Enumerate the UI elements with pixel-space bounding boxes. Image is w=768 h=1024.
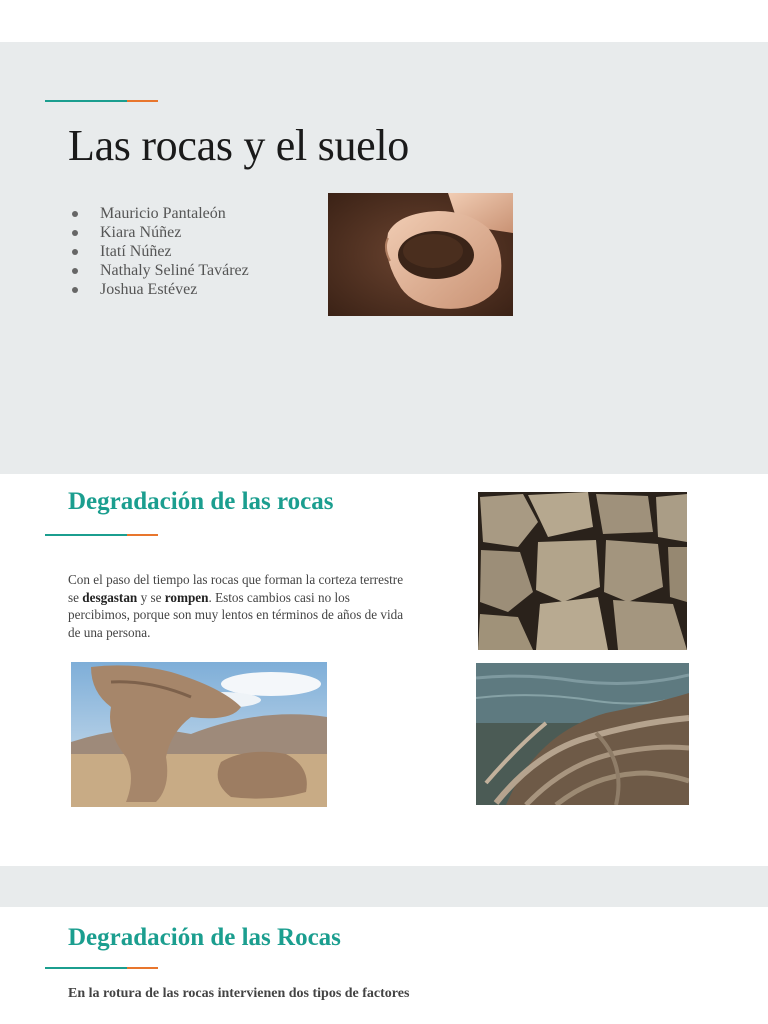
slide-divider [0, 866, 768, 907]
body-paragraph: Con el paso del tiempo las rocas que forman la corteza terrestre se desgastan y se rompen. Estos cambios casi no los percibimos, porque son muy lentos en términos de años de vida de una persona. [68, 572, 404, 640]
list-item: Mauricio Pantaleón [70, 204, 249, 223]
stone-tree-image [71, 662, 327, 807]
accent-line [45, 100, 158, 102]
bullet-icon [72, 249, 78, 255]
bullet-icon [72, 230, 78, 236]
list-item: Kiara Núñez [70, 223, 249, 242]
accent-line [45, 534, 158, 536]
accent-line [45, 967, 158, 969]
roots-image [476, 663, 689, 805]
bullet-icon [72, 268, 78, 274]
bullet-icon [72, 287, 78, 293]
page-title: Las rocas y el suelo [68, 121, 409, 170]
subtitle-text: En la rotura de las rocas intervienen dos tipos de factores [68, 986, 410, 1001]
section-title: Degradación de las Rocas [68, 924, 341, 951]
bullet-icon [72, 211, 78, 217]
list-item: Nathaly Seliné Tavárez [70, 261, 249, 280]
soil-hands-image [328, 193, 513, 316]
author-list [70, 204, 249, 299]
cracked-earth-image [478, 492, 687, 650]
list-item: Itatí Núñez [70, 242, 249, 261]
list-item: Joshua Estévez [70, 280, 249, 299]
section-title: Degradación de las rocas [68, 488, 334, 515]
